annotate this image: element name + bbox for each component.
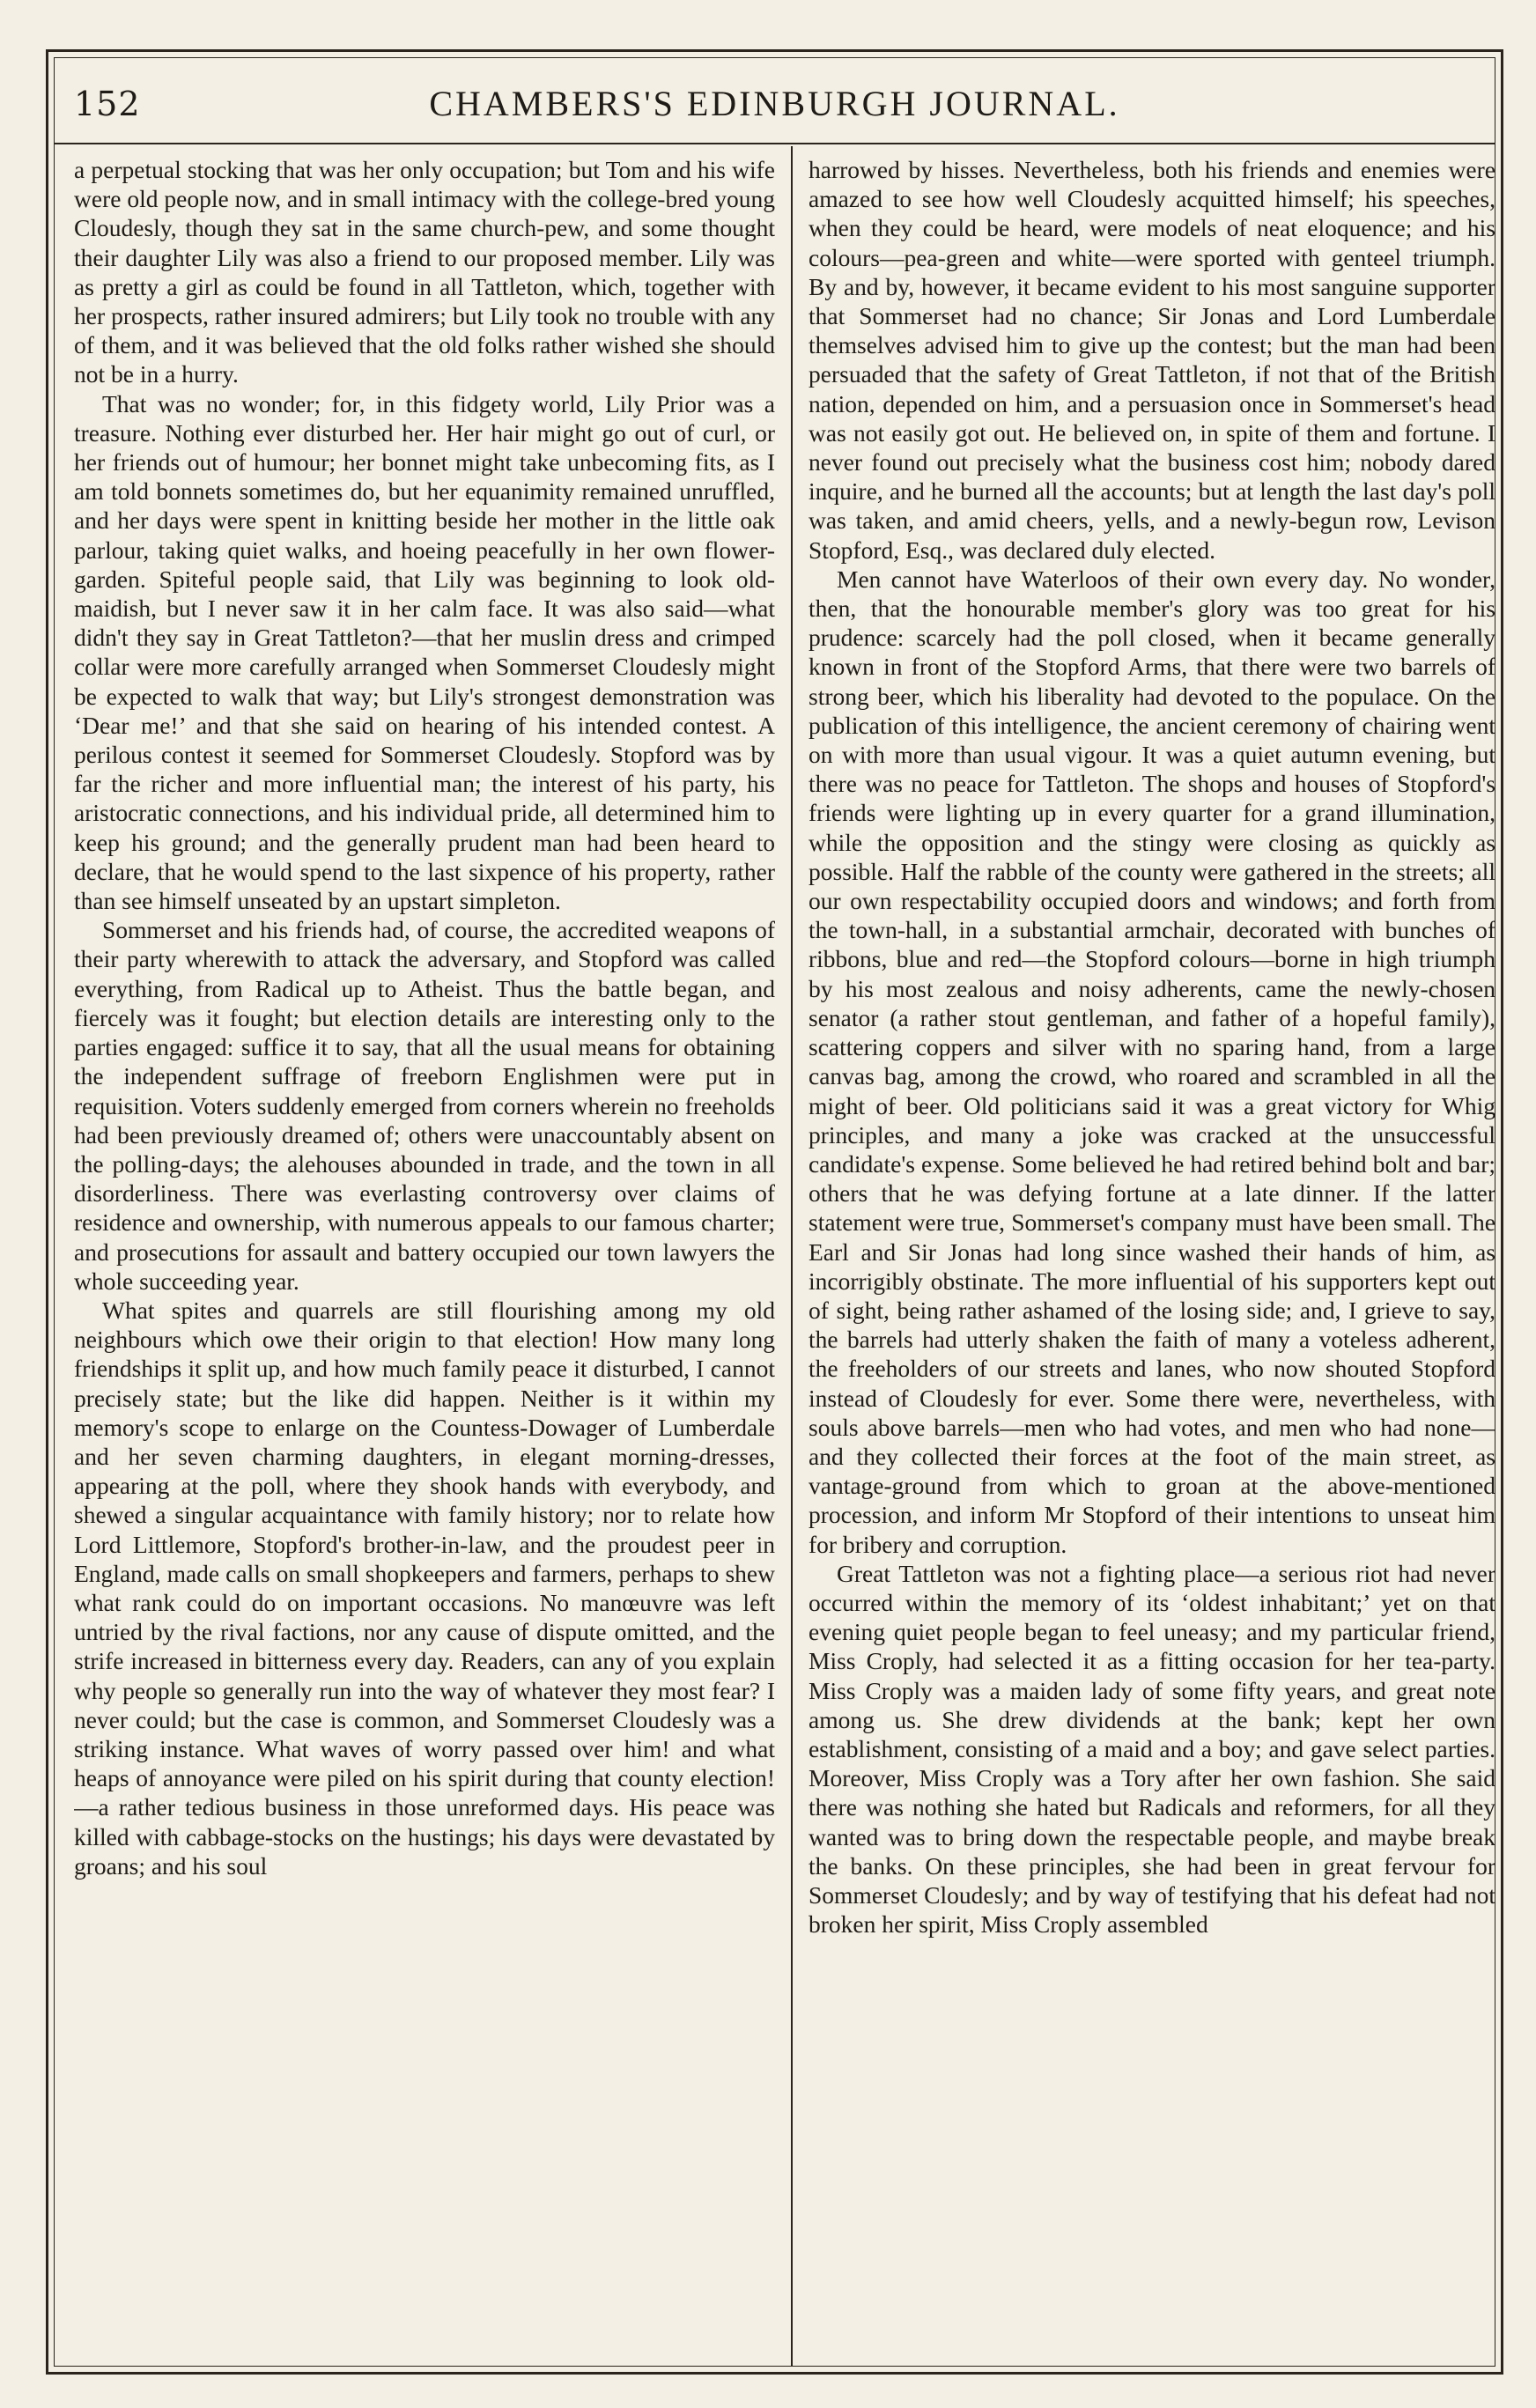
paragraph: harrowed by hisses. Nevertheless, both his friends and enemies were amazed to see how well Cloudesly acquitted himself; his speeches, when they could be heard, were models of neat eloquence; and his colours—pea-green and white—were sported with genteel triumph. By and by, however, it became evident to his most sanguine supporter that Sommerset had no chance; Sir Jonas and Lord Lumberdale themselves advised him to give up the contest; but the man had been persuaded that the safety of Great Tattleton, if not that of the British nation, depended on him, and a persuasion once in Sommerset's head was not easily got out. He believed on, in spite of them and fortune. I never found out precisely what the business cost him; nobody dared inquire, and he burned all the accounts; but at length the last day's poll was taken, and amid cheers, yells, and a newly-begun row, Levison Stopford, Esq., was declared duly elected.: [809, 156, 1495, 564]
page-inner-frame: [54, 57, 1495, 2367]
paragraph: Great Tattleton was not a fighting place—a serious riot had never occurred within the memory of its ‘oldest inhabitant;’ yet on that evening quiet people began to feel uneasy; and my particular friend, Miss Croply, had selected it as a fitting occasion for her tea-party. Miss Croply was a maiden lady of some fifty years, and great note among us. She drew dividends at the bank; kept her own establishment, consisting of a maid and a boy; and gave select parties. Moreover, Miss Croply was a Tory after her own fashion. She said there was nothing she hated but Radicals and reformers, for all they wanted was to bring down the respectable people, and maybe break the banks. On these principles, she had been in great fervour for Sommerset Cloudesly; and by way of testifying that his defeat had not broken her spirit, Miss Croply assembled: [809, 1559, 1495, 1939]
journal-title: CHAMBERS'S EDINBURGH JOURNAL.: [429, 84, 1120, 123]
paragraph: Sommerset and his friends had, of course, the accredited weapons of their party wherewith to attack the adversary, and Stopford was called everything, from Radical up to Atheist. Thus the battle began, and fiercely was it fought; but election details are interesting only to the parties engaged: suffice it to say, that all the usual means for obtaining the independent suffrage of freeborn Englishmen were put in requisition. Voters suddenly emerged from corners wherein no freeholds had been previously dreamed of; others were unaccountably absent on the polling-days; the alehouses abounded in trade, and the town in all disorderliness. There was everlasting controversy over claims of residence and ownership, with numerous appeals to our famous charter; and prosecutions for assault and battery occupied our town lawyers the whole succeeding year.: [74, 916, 775, 1295]
right-column: [809, 155, 1495, 2359]
running-header: [55, 58, 1495, 144]
paragraph: Men cannot have Waterloos of their own every day. No wonder, then, that the honourable member's glory was too great for his prudence: scarcely had the poll closed, when it became generally known in front of the Stopford Arms, that there were two barrels of strong beer, which his liberality had devoted to the populace. On the publication of this intelligence, the ancient ceremony of chairing went on with more than usual vigour. It was a quiet autumn evening, but there was no peace for Tattleton. The shops and houses of Stopford's friends were lighting up in every quarter for a grand illumination, while the opposition and the stingy were closing as quickly as possible. Half the rabble of the county were gathered in the streets; all our own respectability occupied doors and windows; and forth from the town-hall, in a substantial armchair, decorated with bunches of ribbons, blue and red—the Stopford colours—borne in high triumph by his most zealous and noisy adherents, came the newly-chosen senator (a rather stout gentleman, and father of a hopeful family), scattering coppers and silver with no sparing hand, from a large canvas bag, among the crowd, who roared and scrambled in all the might of beer. Old politicians said it was a great victory for Whig principles, and many a joke was cracked at the unsuccessful candidate's expense. Some believed he had retired behind bolt and bar; others that he was defying fortune at a late dinner. If the latter statement were true, Sommerset's company must have been small. The Earl and Sir Jonas had long since washed their hands of him, as incorrigibly obstinate. The more influential of his supporters kept out of sight, being rather ashamed of the losing side; and, I grieve to say, the barrels had utterly shaken the faith of many a voteless adherent, the freeholders of our streets and lanes, who now shouted Stopford instead of Cloudesly for ever. Some there were, nevertheless, with souls above barrels—men who had votes, and men who had none—and they collected their forces at the foot of the main street, as vantage-ground from which to groan at the above-mentioned procession, and inform Mr Stopford of their intentions to unseat him for bribery and corruption.: [809, 565, 1495, 1558]
paragraph: What spites and quarrels are still flourishing among my old neighbours which owe their origin to that election! How many long friendships it split up, and how much family peace it disturbed, I cannot precisely state; but the like did happen. Neither is it within my memory's scope to enlarge on the Countess-Dowager of Lumberdale and her seven charming daughters, in elegant morning-dresses, appearing at the poll, where they shook hands with everybody, and shewed a singular acquaintance with family history; nor to relate how Lord Littlemore, Stopford's brother-in-law, and the proudest peer in England, made calls on small shopkeepers and farmers, perhaps to shew what rank could do on important occasions. No manœuvre was left untried by the rival factions, nor any cause of dispute omitted, and the strife increased in bitterness every day. Readers, can any of you explain why people so generally run into the way of whatever they most fear? I never could; but the case is common, and Sommerset Cloudesly was a striking instance. What waves of worry passed over him! and what heaps of annoyance were piled on his spirit during that county election!—a rather tedious business in those unreformed days. His peace was killed with cabbage-stocks on the hustings; his days were devastated by groans; and his soul: [74, 1296, 775, 1880]
paragraph: a perpetual stocking that was her only occupation; but Tom and his wife were old people now, and in small intimacy with the college-bred young Cloudesly, though they sat in the same church-pew, and some thought their daughter Lily was also a friend to our proposed member. Lily was as pretty a girl as could be found in all Tattleton, which, together with her prospects, rather insured admirers; but Lily took no trouble with any of them, and it was believed that the old folks rather wished she should not be in a hurry.: [74, 156, 775, 388]
page-frame: [46, 49, 1503, 2375]
left-column: [74, 155, 775, 2359]
column-divider: [791, 146, 793, 2366]
paragraph: That was no wonder; for, in this fidgety world, Lily Prior was a treasure. Nothing ever disturbed her. Her hair might go out of curl, or her friends out of humour; her bonnet might take unbecoming fits, as I am told bonnets sometimes do, but her equanimity remained unruffled, and her days were spent in knitting beside her mother in the little oak parlour, taking quiet walks, and hoeing peacefully in her own flower-garden. Spiteful people said, that Lily was beginning to look old-maidish, but I never saw it in her calm face. It was also said—what didn't they say in Great Tattleton?—that her muslin dress and crimped collar were more carefully arranged when Sommerset Cloudesly might be expected to walk that way; but Lily's strongest demonstration was ‘Dear me!’ and that she said on hearing of his intended contest. A perilous contest it seemed for Sommerset Cloudesly. Stopford was by far the richer and more influential man; the interest of his party, his aristocratic connections, and his individual pride, all determined him to keep his ground; and the generally prudent man had been heard to declare, that he would spend to the last sixpence of his property, rather than see himself unseated by an upstart simpleton.: [74, 389, 775, 915]
page-number: 152: [74, 85, 141, 123]
